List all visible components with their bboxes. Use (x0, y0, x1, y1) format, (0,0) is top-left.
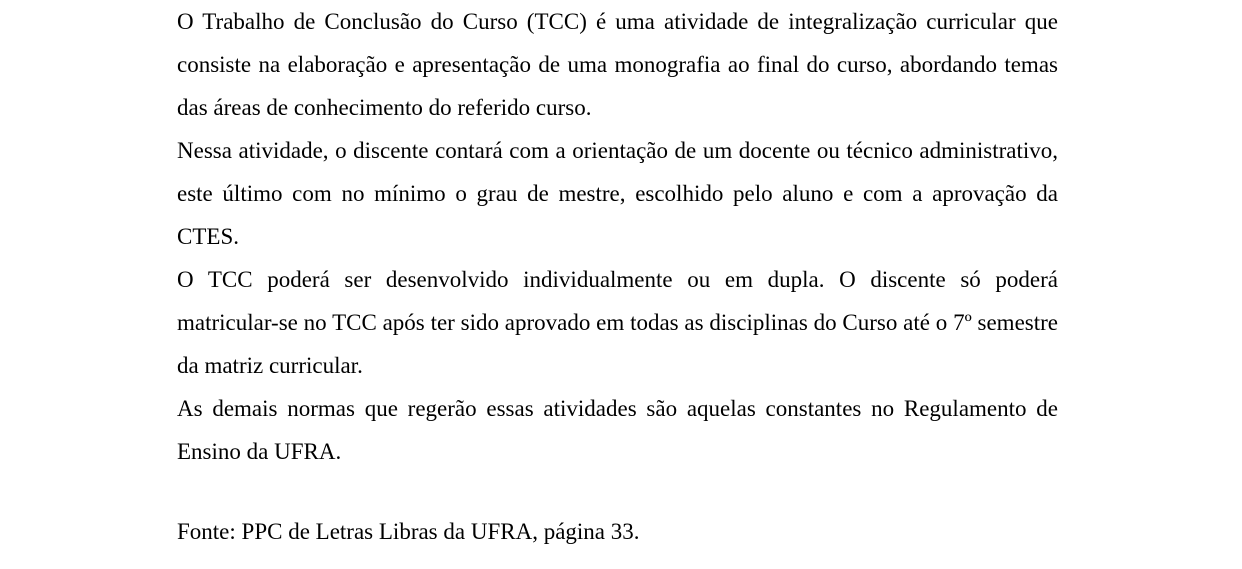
paragraph-regulations: As demais normas que regerão essas atividades são aquelas constantes no Regulamento de Ensino da UFRA. (177, 396, 1058, 464)
document-body (177, 0, 1058, 473)
paragraph-enrollment: O TCC poderá ser desenvolvido individualmente ou em dupla. O discente só poderá matricular-se no TCC após ter sido aprovado em todas as disciplinas do Curso até o 7º semestre da matriz curricular. (177, 267, 1058, 378)
source-citation: Fonte: PPC de Letras Libras da UFRA, página 33. (177, 519, 640, 544)
paragraph-orientation: Nessa atividade, o discente contará com a orientação de um docente ou técnico administrativo, este último com no mínimo o grau de mestre, escolhido pelo aluno e com a aprovação da CTES. (177, 138, 1058, 249)
paragraph-tcc-definition: O Trabalho de Conclusão do Curso (TCC) é uma atividade de integralização curricular que consiste na elaboração e apresentação de uma monografia ao final do curso, abordando temas das áreas de conhecimento do referido curso. (177, 9, 1058, 120)
